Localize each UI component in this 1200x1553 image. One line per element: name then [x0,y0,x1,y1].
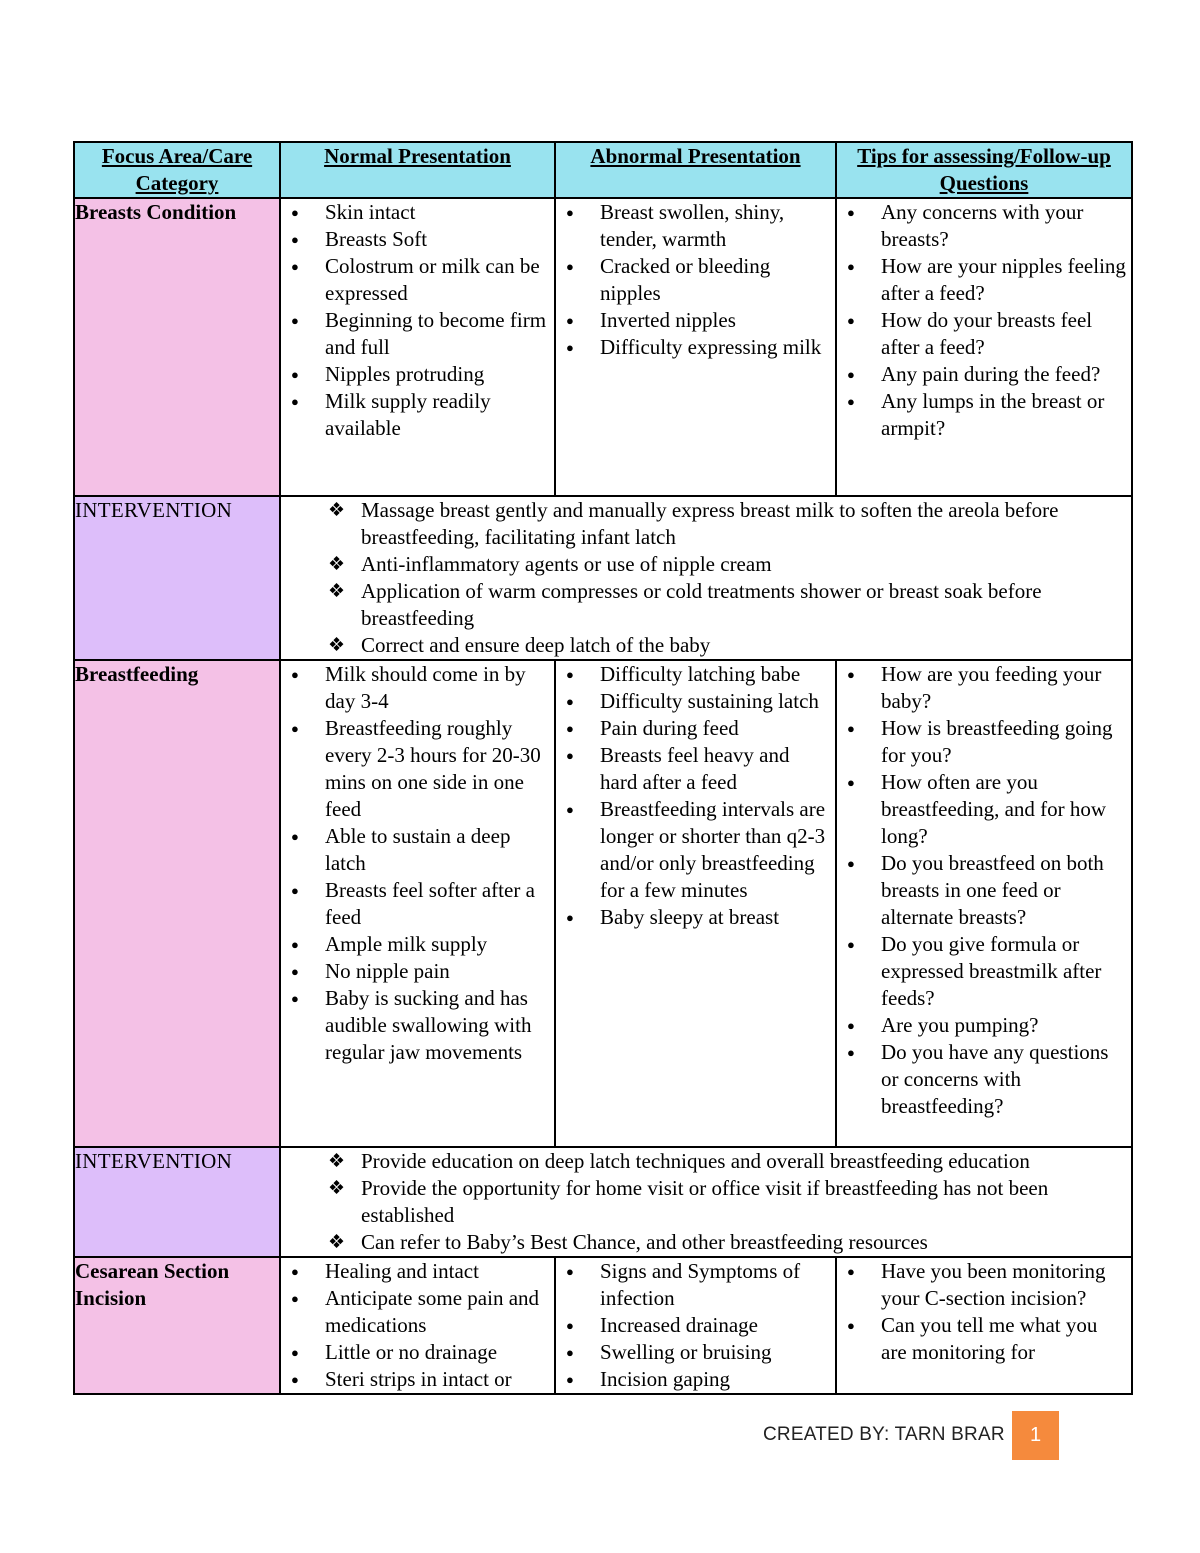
cesarean-normal-cell [280,1257,555,1394]
row-intervention-1 [74,496,1132,660]
list-item: ❖ Can refer to Baby’s Best Chance, and other breastfeeding resources [361,1229,1121,1256]
header-tips: Tips for assessing/Follow-up Questions [836,142,1132,198]
category-intervention: INTERVENTION [74,1147,280,1257]
page-number-badge: 1 [1012,1411,1059,1460]
list-item: ● Breastfeeding intervals are longer or shorter than q2-3 and/or only breastfeeding for a few minutes [600,796,831,904]
list-item: ● Difficulty latching babe [600,661,831,688]
list-item: ● Do you give formula or expressed breastmilk after feeds? [881,931,1127,1012]
row-breasts-condition [74,198,1132,496]
breastfeeding-tips-cell [836,660,1132,1147]
header-row [74,142,1132,198]
list-item: ● Skin intact [325,199,550,226]
list-item: ● Any concerns with your breasts? [881,199,1127,253]
list-item: ● Difficulty expressing milk [600,334,831,361]
breastfeeding-abnormal-cell [555,660,836,1147]
header-normal-presentation: Normal Presentation [280,142,555,198]
list-item: ● Steri strips in intact or [325,1366,550,1393]
list-item: ❖ Provide the opportunity for home visit or office visit if breastfeeding has not been established [361,1175,1121,1229]
list-item: ● Baby sleepy at breast [600,904,831,931]
list-item: ● Anticipate some pain and medications [325,1285,550,1339]
category-breasts-condition: Breasts Condition [74,198,280,496]
footer-credit: CREATED BY: TARN BRAR [763,1424,1005,1445]
list-item: ● Are you pumping? [881,1012,1127,1039]
list-item: ● Beginning to become firm and full [325,307,550,361]
list-item: ● Colostrum or milk can be expressed [325,253,550,307]
cesarean-tips-cell [836,1257,1132,1394]
care-table [73,141,1133,1395]
header-abnormal-presentation: Abnormal Presentation [555,142,836,198]
list-item: ● Have you been monitoring your C-section incision? [881,1258,1127,1312]
list-item: ● No nipple pain [325,958,550,985]
list-item: ● Signs and Symptoms of infection [600,1258,831,1312]
list-item: ● Cracked or bleeding nipples [600,253,831,307]
category-breastfeeding: Breastfeeding [74,660,280,1147]
list-item: ● Do you have any questions or concerns with breastfeeding? [881,1039,1127,1120]
list-item: ● Milk supply readily available [325,388,550,442]
list-item: ● How do your breasts feel after a feed? [881,307,1127,361]
list-item: ● Any lumps in the breast or armpit? [881,388,1127,442]
header-focus-area: Focus Area/Care Category [74,142,280,198]
intervention-1-cell [280,496,1132,660]
list-item: ● Breasts feel softer after a feed [325,877,550,931]
list-item: ● Breasts feel heavy and hard after a feed [600,742,831,796]
list-item: ● Milk should come in by day 3-4 [325,661,550,715]
list-item: ● Difficulty sustaining latch [600,688,831,715]
list-item: ● Swelling or bruising [600,1339,831,1366]
cesarean-abnormal-cell [555,1257,836,1394]
list-item: ● How are you feeding your baby? [881,661,1127,715]
list-item: ● How often are you breastfeeding, and for how long? [881,769,1127,850]
list-item: ❖ Provide education on deep latch techniques and overall breastfeeding education [361,1148,1121,1175]
list-item: ● Increased drainage [600,1312,831,1339]
list-item: ● Do you breastfeed on both breasts in one feed or alternate breasts? [881,850,1127,931]
list-item: ● Healing and intact [325,1258,550,1285]
breastfeeding-normal-cell [280,660,555,1147]
list-item: ● Pain during feed [600,715,831,742]
list-item: ● Baby is sucking and has audible swallowing with regular jaw movements [325,985,550,1066]
list-item: ● Able to sustain a deep latch [325,823,550,877]
list-item: ● Nipples protruding [325,361,550,388]
breasts-normal-cell [280,198,555,496]
list-item: ❖ Application of warm compresses or cold treatments shower or breast soak before breastfeeding [361,578,1121,632]
list-item: ● Breast swollen, shiny, tender, warmth [600,199,831,253]
list-item: ● Any pain during the feed? [881,361,1127,388]
row-intervention-2 [74,1147,1132,1257]
list-item: ● How are your nipples feeling after a feed? [881,253,1127,307]
breasts-tips-cell [836,198,1132,496]
row-cesarean [74,1257,1132,1394]
intervention-2-cell [280,1147,1132,1257]
list-item: ● Breastfeeding roughly every 2-3 hours for 20-30 mins on one side in one feed [325,715,550,823]
list-item: ❖ Massage breast gently and manually express breast milk to soften the areola before breastfeeding, facilitating infant latch [361,497,1121,551]
list-item: ● Ample milk supply [325,931,550,958]
list-item: ● How is breastfeeding going for you? [881,715,1127,769]
row-breastfeeding [74,660,1132,1147]
list-item: ● Breasts Soft [325,226,550,253]
list-item: ❖ Anti-inflammatory agents or use of nipple cream [361,551,1121,578]
category-cesarean: Cesarean Section Incision [74,1257,280,1394]
list-item: ● Can you tell me what you are monitoring for [881,1312,1127,1366]
list-item: ● Inverted nipples [600,307,831,334]
list-item: ● Incision gaping [600,1366,831,1393]
category-intervention: INTERVENTION [74,496,280,660]
list-item: ● Little or no drainage [325,1339,550,1366]
breasts-abnormal-cell [555,198,836,496]
list-item: ❖ Correct and ensure deep latch of the baby [361,632,1121,659]
